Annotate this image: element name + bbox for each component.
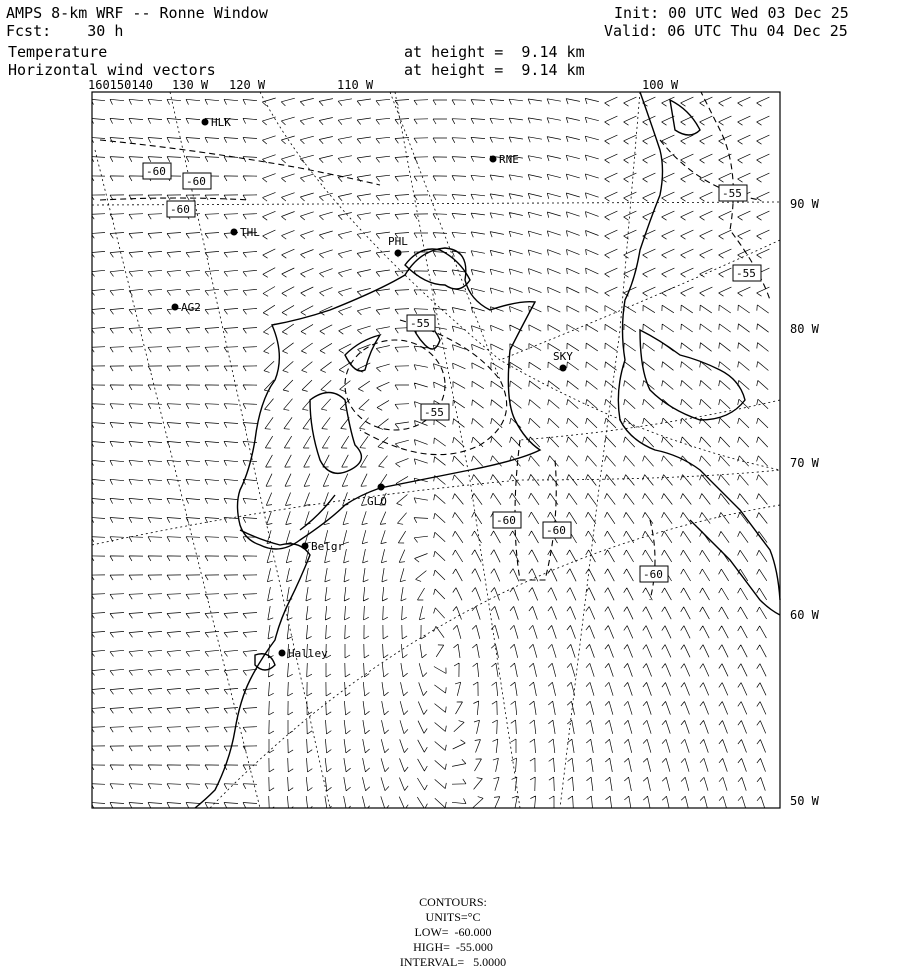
lat-label-70w: 70 W bbox=[790, 456, 819, 470]
top-lon-labels bbox=[88, 78, 679, 92]
station-dot-halley bbox=[279, 650, 286, 657]
lon-label-110w: 110 W bbox=[337, 78, 374, 92]
map-title: AMPS 8-km WRF -- Ronne Window bbox=[6, 4, 268, 22]
station-dot-hlk bbox=[202, 119, 209, 126]
contour-label-text: -55 bbox=[722, 187, 742, 200]
station-dot-glo bbox=[378, 484, 385, 491]
contour-label-text: -55 bbox=[410, 317, 430, 330]
contour-value-labels bbox=[143, 163, 761, 582]
station-dot-belgr bbox=[302, 543, 309, 550]
lat-label-80w: 80 W bbox=[790, 322, 819, 336]
valid-time: Valid: 06 UTC Thu 04 Dec 25 bbox=[604, 22, 848, 40]
field-temperature: Temperature bbox=[8, 43, 108, 61]
station-label-hlk: HLK bbox=[211, 116, 231, 129]
contour-label-text: -60 bbox=[643, 568, 663, 581]
contour-label-text: -60 bbox=[546, 524, 566, 537]
station-markers bbox=[172, 116, 574, 660]
station-dot-thl bbox=[231, 229, 238, 236]
contour-label-text: -60 bbox=[186, 175, 206, 188]
interval-value: INTERVAL= 5.0000 bbox=[399, 955, 507, 969]
init-time: Init: 00 UTC Wed 03 Dec 25 bbox=[614, 4, 849, 22]
lon-label-130w: 130 W bbox=[172, 78, 209, 92]
coastlines bbox=[195, 92, 780, 808]
station-label-glo: GLO bbox=[367, 495, 387, 508]
height-temperature: at height = 9.14 km bbox=[404, 43, 585, 61]
right-lat-labels bbox=[790, 197, 820, 808]
lat-label-50w: 50 W bbox=[790, 794, 819, 808]
units-label: UNITS=°C bbox=[425, 910, 481, 924]
contour-label-text: -60 bbox=[146, 165, 166, 178]
station-dot-phl bbox=[395, 250, 402, 257]
lat-label-90w: 90 W bbox=[790, 197, 819, 211]
station-label-belgr: Belgr bbox=[311, 540, 345, 553]
station-dot-rne bbox=[490, 156, 497, 163]
station-label-thl: THL bbox=[240, 226, 260, 239]
station-label-sky: SKY bbox=[553, 350, 573, 363]
contour-label-text: -60 bbox=[496, 514, 516, 527]
station-label-phl: PHL bbox=[388, 235, 408, 248]
lon-label-120w: 120 W bbox=[229, 78, 266, 92]
station-label-halley: Halley bbox=[288, 647, 328, 660]
low-value: LOW= -60.000 bbox=[414, 925, 492, 939]
contour-legend bbox=[0, 880, 900, 970]
high-value: HIGH= -55.000 bbox=[413, 940, 493, 954]
lon-label-100w: 100 W bbox=[642, 78, 679, 92]
station-label-rne: RNE bbox=[499, 153, 519, 166]
station-dot-sky bbox=[560, 365, 567, 372]
lat-label-60w: 60 W bbox=[790, 608, 819, 622]
lon-label-160150140: 160150140 bbox=[88, 78, 154, 92]
station-label-ag2: AG2 bbox=[181, 301, 201, 314]
contour-label-text: -55 bbox=[424, 406, 444, 419]
contour-label-text: -55 bbox=[736, 267, 756, 280]
forecast-hour: Fcst: 30 h bbox=[6, 22, 124, 40]
height-wind: at height = 9.14 km bbox=[404, 61, 585, 79]
field-wind: Horizontal wind vectors bbox=[8, 61, 216, 79]
contour-label-text: -60 bbox=[170, 203, 190, 216]
contours-label: CONTOURS: bbox=[419, 895, 487, 909]
station-dot-ag2 bbox=[172, 304, 179, 311]
